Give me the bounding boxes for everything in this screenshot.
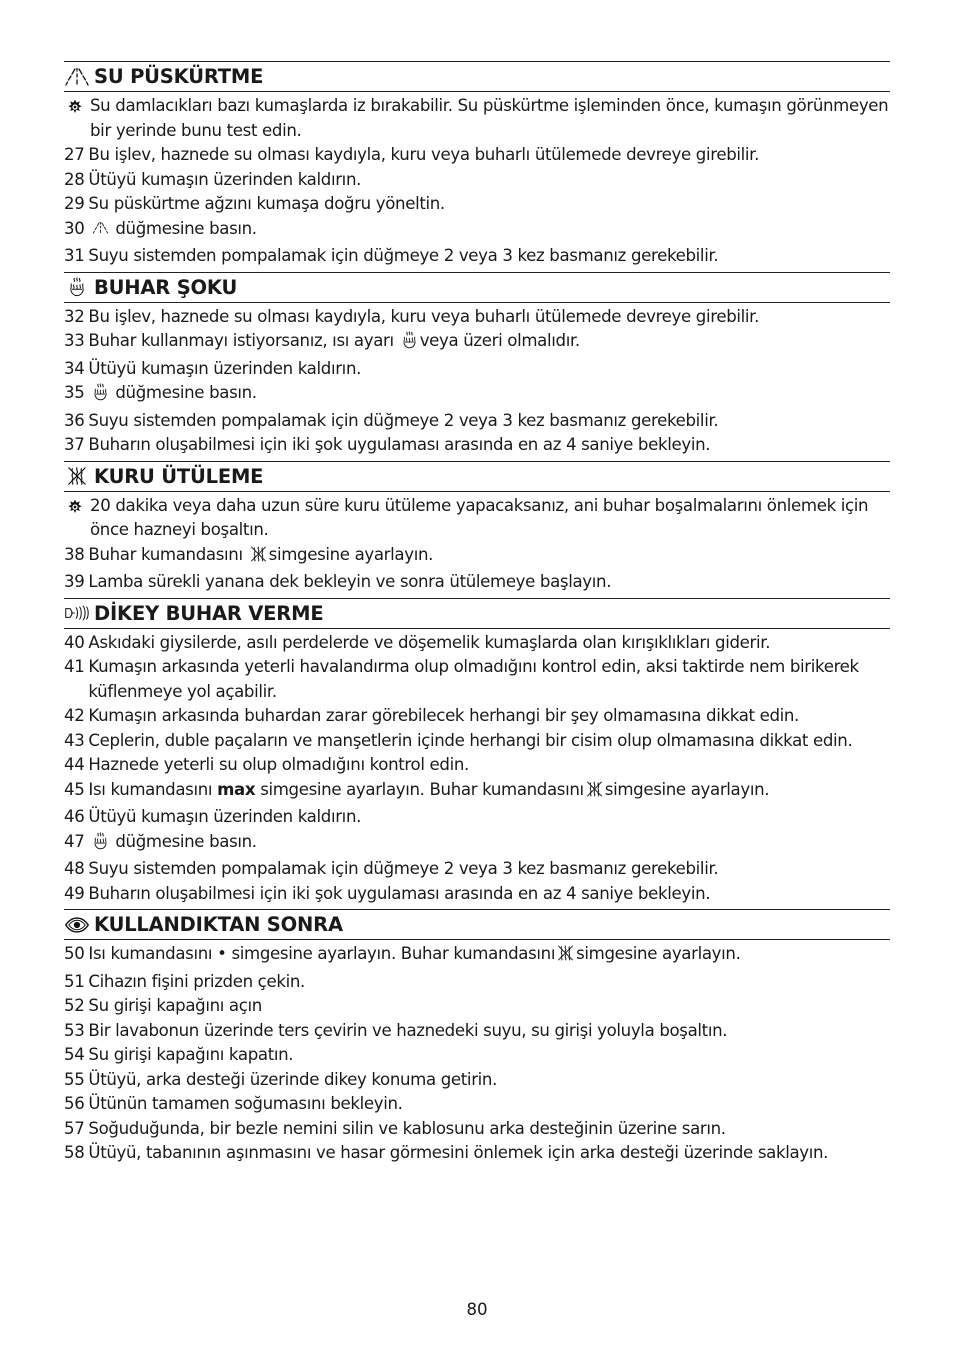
step-item <box>64 305 890 330</box>
step-number: 45 <box>64 779 85 799</box>
section-heading-after <box>64 909 890 940</box>
step-item <box>64 543 890 571</box>
step-text: Buhar kumandasını simgesine ayarlayın. <box>84 543 890 571</box>
section-heading-dry <box>64 461 890 492</box>
step-number: 49 <box>64 883 85 903</box>
step-number: 40 <box>64 632 85 652</box>
step-text: Buharın oluşabilmesi için iki şok uygulaması arasında en az 4 saniye bekleyin. <box>88 435 711 454</box>
step-text: Ütüyü kumaşın üzerinden kaldırın. <box>88 358 362 378</box>
step-text: Suyu sistemden pompalamak için düğmeye 2 veya 3 kez basmanız gerekebilir. <box>88 410 719 430</box>
instruction-list-shot <box>64 305 890 458</box>
section-heading-vertical <box>64 598 890 629</box>
step-text: Su girişi kapağını açın <box>88 996 262 1015</box>
step-number: 52 <box>64 996 85 1015</box>
step-text: Soğuduğunda, bir bezle nemini silin ve kablosunu arka desteğinin üzerine sarın. <box>88 1118 726 1138</box>
step-item <box>64 1141 890 1166</box>
step-text: Askıdaki giysilerde, asılı perdelerde ve döşemelik kumaşlarda olan kırışıklıkları giderir. <box>88 632 771 652</box>
section-title: SU PÜSKÜRTME <box>94 65 264 88</box>
step-item <box>64 217 890 245</box>
step-item <box>64 729 890 754</box>
step-number: 33 <box>64 331 85 350</box>
step-text: Haznede yeterli su olup olmadığını kontrol edin. <box>88 755 469 774</box>
step-number: 53 <box>64 1020 85 1040</box>
step-text: düğmesine basın. <box>115 383 257 402</box>
step-number: 46 <box>64 807 85 826</box>
step-item <box>64 433 890 458</box>
step-number: 58 <box>64 1143 85 1162</box>
step-item <box>64 882 890 907</box>
step-text: Buharın oluşabilmesi için iki şok uygulaması arasında en az 4 saniye bekleyin. <box>88 883 711 903</box>
step-number: 28 <box>64 169 85 189</box>
step-text: Suyu sistemden pompalamak için düğmeye 2 veya 3 kez basmanız gerekebilir. <box>88 246 719 265</box>
step-number: 56 <box>64 1094 85 1113</box>
step-number: 30 <box>64 217 111 245</box>
step-number: 29 <box>64 194 85 213</box>
section-title: KULLANDIKTAN SONRA <box>94 913 343 936</box>
step-number: 35 <box>64 381 111 409</box>
warning-text: 20 dakika veya daha uzun süre kuru ütüleme yapacaksanız, ani buhar boşalmalarını önlemek için önce hazneyi boşaltın. <box>90 495 869 539</box>
step-item <box>64 244 890 269</box>
warning-icon <box>67 498 83 523</box>
step-number: 57 <box>64 1118 85 1138</box>
step-number: 48 <box>64 859 85 878</box>
step-number: 34 <box>64 358 85 378</box>
step-text: Bu işlev, haznede su olması kaydıyla, kuru veya buharlı ütülemede devreye girebilir. <box>88 145 760 164</box>
step-item <box>64 357 890 382</box>
step-number: 44 <box>64 755 85 774</box>
step-number: 54 <box>64 1045 85 1064</box>
step-number: 51 <box>64 971 85 991</box>
no-steam-icon <box>586 780 603 806</box>
section-title: KURU ÜTÜLEME <box>94 464 264 488</box>
step-text: Isı kumandasını max simgesine ayarlayın. Buhar kumandasını simgesine ayarlayın. <box>84 778 890 806</box>
step-item <box>64 1068 890 1093</box>
no-steam-icon <box>64 465 94 487</box>
step-number: 42 <box>64 706 85 725</box>
steam-shot-icon <box>401 331 418 357</box>
step-text: Cihazın fişini prizden çekin. <box>88 971 305 991</box>
step-number: 41 <box>64 657 85 676</box>
step-item <box>64 970 890 995</box>
warning-note <box>64 94 890 143</box>
step-number: 32 <box>64 306 85 326</box>
section-title: BUHAR ŞOKU <box>94 275 238 299</box>
step-text: düğmesine basın. <box>115 831 257 851</box>
step-text: Ceplerin, duble paçaların ve manşetlerin içinde herhangi bir cisim olup olmamasına dikkat edin. <box>88 730 853 750</box>
no-steam-icon <box>250 545 267 571</box>
no-steam-icon <box>557 944 574 970</box>
step-item <box>64 994 890 1019</box>
step-number: 47 <box>64 830 111 858</box>
step-item <box>64 655 890 704</box>
step-text: Suyu sistemden pompalamak için düğmeye 2 veya 3 kez basmanız gerekebilir. <box>88 859 719 878</box>
page-number: 80 <box>466 1300 488 1319</box>
instruction-list-spray <box>64 94 890 269</box>
spray-icon <box>64 66 94 88</box>
step-item <box>64 192 890 217</box>
step-item <box>64 631 890 656</box>
step-item <box>64 1117 890 1142</box>
step-text: Ütünün tamamen soğumasını bekleyin. <box>88 1094 403 1113</box>
step-number: 50 <box>64 944 85 963</box>
spray-icon <box>92 219 109 245</box>
vertical-steam-icon <box>64 602 94 624</box>
step-number: 37 <box>64 435 85 454</box>
step-item <box>64 168 890 193</box>
step-text: Ütüyü, arka desteği üzerinde dikey konuma getirin. <box>88 1069 498 1089</box>
step-text: Ütüyü, tabanının aşınmasını ve hasar görmesini önlemek için arka desteği üzerinde saklayın. <box>88 1143 829 1162</box>
step-text: Ütüyü kumaşın üzerinden kaldırın. <box>88 169 362 189</box>
step-item <box>64 381 890 409</box>
instruction-list-dry <box>64 494 890 595</box>
section-heading-shot <box>64 272 890 303</box>
step-text: Buhar kullanmayı istiyorsanız, ısı ayarı veya üzeri olmalıdır. <box>84 329 890 357</box>
section-heading-spray <box>64 61 890 92</box>
instruction-list-after <box>64 942 890 1166</box>
step-item <box>64 1019 890 1044</box>
step-number: 38 <box>64 544 85 564</box>
warning-note <box>64 494 890 543</box>
step-item <box>64 753 890 778</box>
instruction-list-vertical <box>64 631 890 907</box>
step-item <box>64 778 890 806</box>
step-number: 27 <box>64 145 85 164</box>
step-item <box>64 830 890 858</box>
step-number: 31 <box>64 246 85 265</box>
step-text: Kumaşın arkasında buhardan zarar görebilecek herhangi bir şey olmamasına dikkat edin. <box>88 706 799 725</box>
step-text: Bu işlev, haznede su olması kaydıyla, kuru veya buharlı ütülemede devreye girebilir. <box>88 306 760 326</box>
step-item <box>64 857 890 882</box>
step-item <box>64 805 890 830</box>
step-number: 55 <box>64 1069 85 1089</box>
steam-shot-icon <box>92 832 109 858</box>
step-item <box>64 1043 890 1068</box>
step-number: 43 <box>64 730 85 750</box>
step-text: Ütüyü kumaşın üzerinden kaldırın. <box>88 807 362 826</box>
step-item <box>64 570 890 595</box>
step-item <box>64 942 890 970</box>
warning-icon <box>67 98 83 123</box>
step-number: 36 <box>64 410 85 430</box>
step-item <box>64 1092 890 1117</box>
step-item <box>64 143 890 168</box>
step-item <box>64 329 890 357</box>
step-text: Bir lavabonun üzerinde ters çevirin ve haznedeki suyu, su girişi yoluyla boşaltın. <box>88 1020 728 1040</box>
step-text: Kumaşın arkasında yeterli havalandırma olup olmadığını kontrol edin, aksi taktirde nem birikerek küflenmeye yol açabilir. <box>88 657 859 701</box>
eye-icon <box>64 914 94 936</box>
section-title: DİKEY BUHAR VERME <box>94 601 324 625</box>
steam-shot-icon <box>64 276 94 298</box>
step-text: düğmesine basın. <box>115 218 257 238</box>
manual-page <box>64 61 890 1166</box>
step-number: 39 <box>64 572 85 591</box>
step-text: Su püskürtme ağzını kumaşa doğru yöneltin. <box>88 194 445 213</box>
step-text: Su girişi kapağını kapatın. <box>88 1045 294 1064</box>
steam-shot-icon <box>92 383 109 409</box>
step-item <box>64 409 890 434</box>
step-text: Isı kumandasını • simgesine ayarlayın. Buhar kumandasını simgesine ayarlayın. <box>84 942 890 970</box>
step-item <box>64 704 890 729</box>
warning-text: Su damlacıkları bazı kumaşlarda iz bırakabilir. Su püskürtme işleminden önce, kumaşın görünmeyen bir yerinde bunu test edin. <box>90 96 889 140</box>
step-text: Lamba sürekli yanana dek bekleyin ve sonra ütülemeye başlayın. <box>88 572 612 591</box>
